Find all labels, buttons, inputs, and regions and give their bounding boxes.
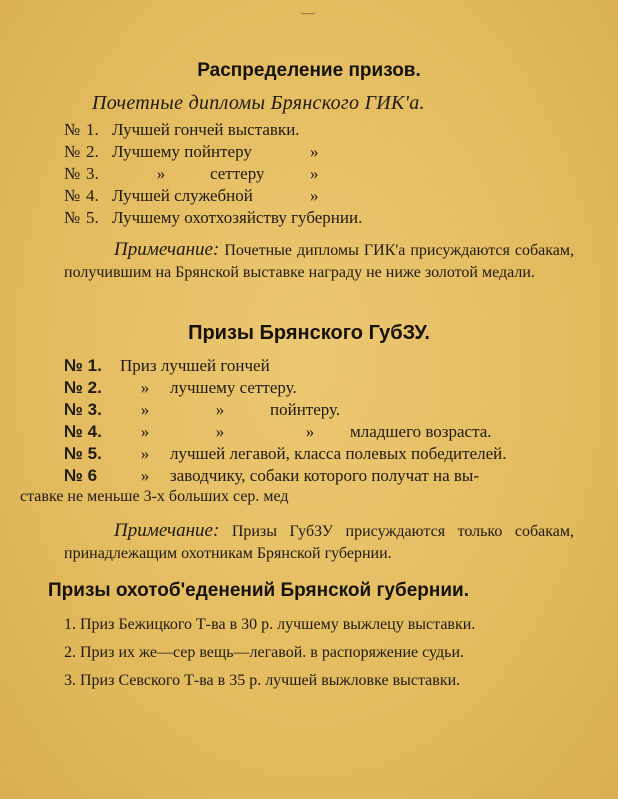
list-item xyxy=(64,142,362,164)
note-gubzu-prizes xyxy=(64,520,574,565)
item-number: № 4. xyxy=(64,422,102,441)
list-item xyxy=(64,422,507,444)
list-item xyxy=(64,164,362,186)
item-number: 2. xyxy=(86,142,99,161)
ditto-mark: » xyxy=(140,466,150,485)
list-item xyxy=(64,444,507,466)
item-text: лучшей легавой, класса полевых победителей. xyxy=(170,444,507,463)
ditto-mark: » xyxy=(140,400,150,419)
section-title-gubzu-prizes: Призы Брянского ГубЗУ. xyxy=(188,322,430,344)
item-number: 3. xyxy=(86,164,99,183)
ditto-mark: » xyxy=(140,422,150,441)
number-sign: № xyxy=(64,164,81,183)
item-text: сеттеру xyxy=(210,164,265,183)
item-text: Лучшему охотхозяйству губернии. xyxy=(112,208,363,227)
list-item xyxy=(64,186,362,208)
list-item xyxy=(64,400,507,422)
item-text: заводчику, собаки которого получат на вы- xyxy=(170,466,480,485)
note-honorary-diplomas xyxy=(64,239,574,284)
list-item xyxy=(64,378,507,400)
number-sign: № xyxy=(64,208,81,227)
list-item xyxy=(64,466,507,488)
list-item xyxy=(64,208,362,230)
list-item xyxy=(64,120,362,142)
list-item: 3. Приз Севского Т-ва в 35 р. лучшей выжловке выставки. xyxy=(64,672,461,689)
ditto-mark: » xyxy=(310,142,319,161)
list-item: 2. Приз их же—сер вещь—легавой. в распоряжение судьи. xyxy=(64,644,465,661)
ditto-mark: » xyxy=(140,378,150,397)
item-text: Лучшей служебной xyxy=(112,186,253,205)
ditto-mark: » xyxy=(140,444,150,463)
number-sign: № xyxy=(64,186,81,205)
subtitle-honorary-diplomas: Почетные дипломы Брянского ГИК'а. xyxy=(92,92,425,114)
list-continuation: ставке не меньше 3-х больших сер. мед xyxy=(20,488,289,505)
page-top-mark: — xyxy=(301,6,317,21)
item-text: Лучшей гончей выставки. xyxy=(112,120,300,139)
ditto-mark: » xyxy=(305,422,315,441)
ditto-mark: » xyxy=(310,186,319,205)
item-number: 4. xyxy=(86,186,99,205)
note-text: Призы ГубЗУ присуждаются только собакам, принадлежащим охотникам Брянской губернии. xyxy=(64,523,575,562)
gubzu-prize-list xyxy=(64,356,507,488)
item-number: № 1. xyxy=(64,356,102,375)
item-number: 1. xyxy=(86,120,99,139)
number-sign: № xyxy=(64,120,81,139)
section-title-hunting-union-prizes: Призы охотоб'еденений Брянской губернии. xyxy=(48,580,469,601)
item-number: 5. xyxy=(86,208,99,227)
hunting-union-prize-list xyxy=(20,614,580,698)
item-text: младшего возраста. xyxy=(350,422,492,441)
note-label: Примечание: xyxy=(114,239,220,260)
list-item: 1. Приз Бежицкого Т-ва в 30 р. лучшему выжлецу выставки. xyxy=(64,616,476,633)
ditto-mark: » xyxy=(215,422,225,441)
item-text: Приз лучшей гончей xyxy=(120,356,270,375)
item-number: № 3. xyxy=(64,400,102,419)
diploma-list xyxy=(64,120,362,230)
item-text: лучшему сеттеру. xyxy=(170,378,297,397)
ditto-mark: » xyxy=(156,164,166,183)
item-number: № 6 xyxy=(64,466,98,485)
ditto-mark: » xyxy=(310,164,319,183)
item-number: № 2. xyxy=(64,378,102,397)
note-text: Почетные дипломы ГИК'а присуждаются собакам, получившим на Брянской выставке награду не ниже золотой медали. xyxy=(64,242,574,281)
item-text: Лучшему пойнтеру xyxy=(112,142,252,161)
item-number: № 5. xyxy=(64,444,102,463)
note-label: Примечание: xyxy=(114,520,220,541)
section-title-prize-distribution: Распределение призов. xyxy=(197,60,421,81)
list-item xyxy=(64,356,507,378)
number-sign: № xyxy=(64,142,81,161)
ditto-mark: » xyxy=(215,400,225,419)
item-text: пойнтеру. xyxy=(270,400,341,419)
